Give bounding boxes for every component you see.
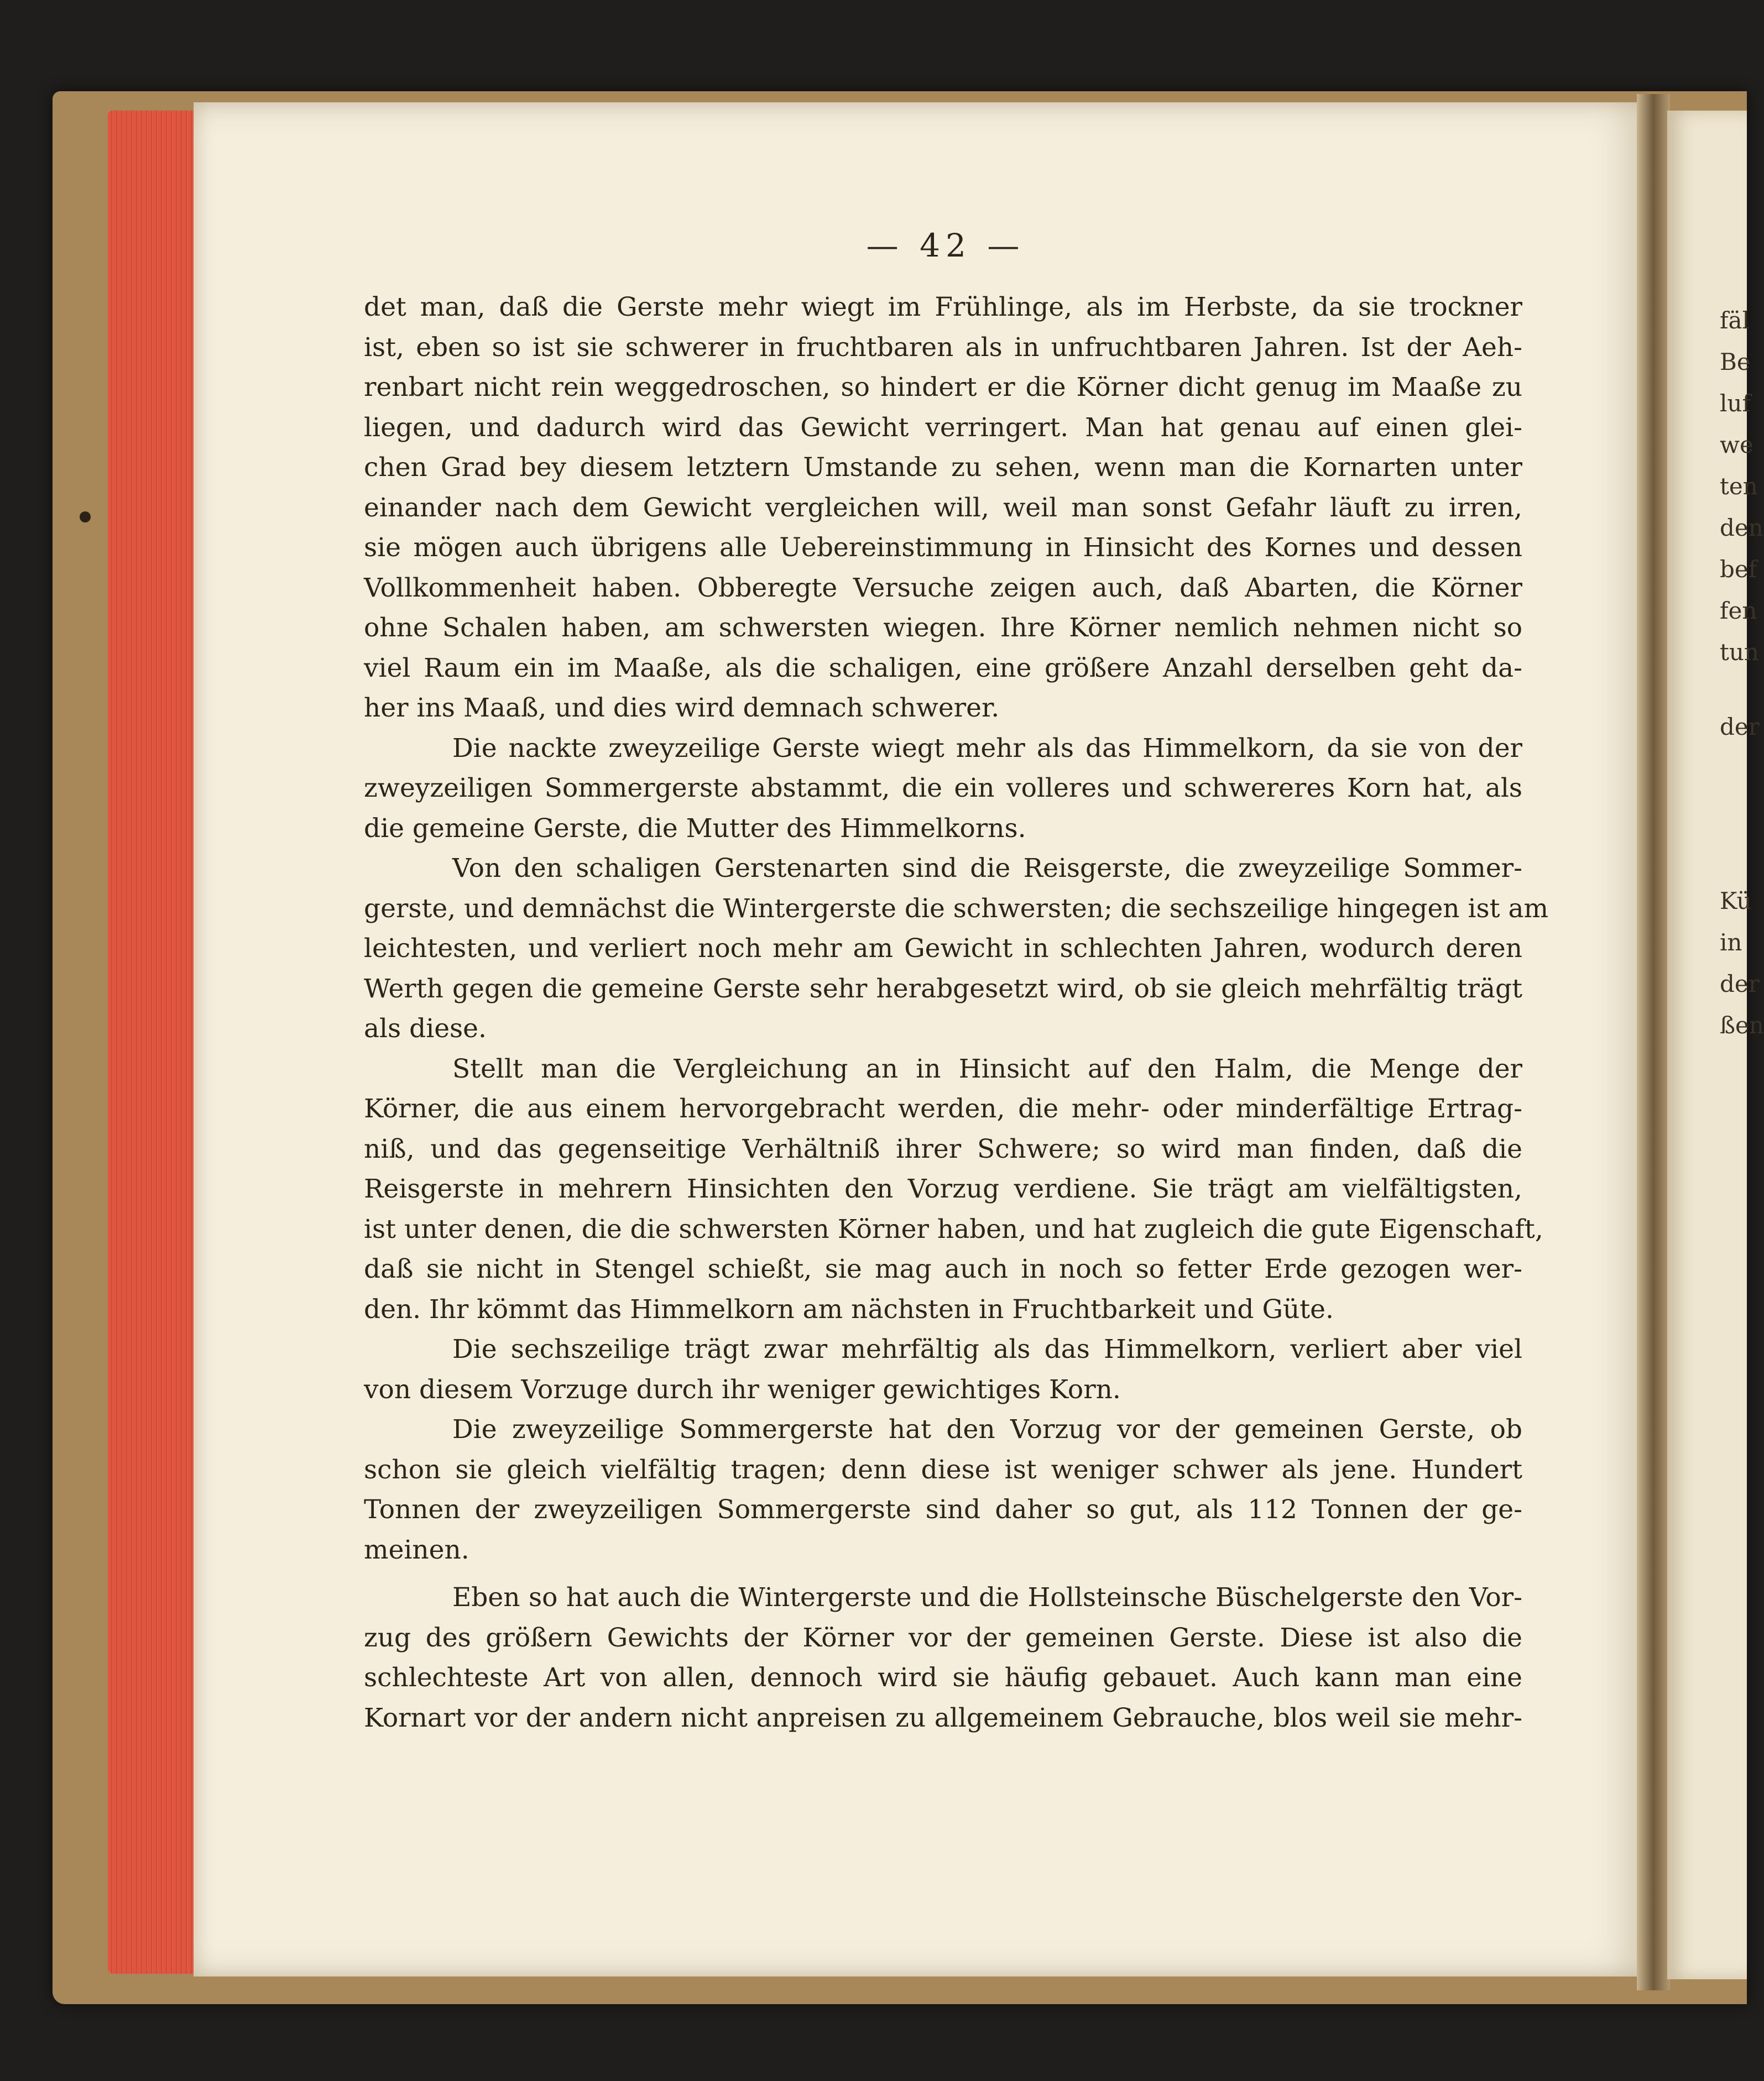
- text-line: Tonnen der zweyzeiligen Sommergerste sind daher so gut, als 112 Tonnen der ge-: [364, 1494, 1522, 1525]
- facing-page-fragment: der: [1720, 713, 1760, 740]
- text-line: Reisgerste in mehrern Hinsichten den Vorzug verdiene. Sie trägt am vielfältigsten,: [364, 1174, 1522, 1204]
- text-line: ist unter denen, die die schwersten Körner haben, und hat zugleich die gute Eigenschaft,: [364, 1214, 1543, 1245]
- facing-page-fragment: Kü: [1720, 887, 1752, 914]
- binding-hole: [80, 511, 91, 522]
- text-line: Kornart vor der andern nicht anpreisen zu allgemeinem Gebrauche, blos weil sie mehr-: [364, 1702, 1522, 1733]
- text-line: die gemeine Gerste, die Mutter des Himmelkorns.: [364, 813, 1026, 844]
- text-line: det man, daß die Gerste mehr wiegt im Frühlinge, als im Herbste, da sie trockner: [364, 292, 1522, 322]
- text-line: her ins Maaß, und dies wird demnach schwerer.: [364, 693, 1000, 723]
- text-line: Von den schaligen Gerstenarten sind die Reisgerste, die zweyzeilige Sommer-: [452, 853, 1522, 883]
- facing-page-fragment: ßen: [1720, 1012, 1764, 1039]
- book-gutter: [1637, 94, 1670, 1990]
- facing-page-fragment: ten: [1720, 473, 1758, 500]
- facing-page-fragment: den: [1720, 514, 1763, 541]
- facing-page-fragment: fäl: [1720, 307, 1750, 334]
- text-line: schon sie gleich vielfältig tragen; denn diese ist weniger schwer als jene. Hundert: [364, 1454, 1522, 1485]
- text-line: zweyzeiligen Sommergerste abstammt, die ein volleres und schwereres Korn hat, als: [364, 773, 1522, 803]
- text-line: den. Ihr kömmt das Himmelkorn am nächsten in Fruchtbarkeit und Güte.: [364, 1294, 1334, 1325]
- text-line: niß, und das gegenseitige Verhältniß ihrer Schwere; so wird man finden, daß die: [364, 1133, 1522, 1164]
- facing-page-fragment: bef: [1720, 556, 1757, 583]
- text-line: viel Raum ein im Maaße, als die schaligen, eine größere Anzahl derselben geht da-: [364, 652, 1522, 683]
- facing-page-fragment: fen: [1720, 597, 1757, 624]
- text-line: chen Grad bey diesem letztern Umstande zu sehen, wenn man die Kornarten unter: [364, 452, 1522, 483]
- text-line: Stellt man die Vergleichung an in Hinsicht auf den Halm, die Menge der: [452, 1053, 1522, 1084]
- text-line: Vollkommenheit haben. Obberegte Versuche zeigen auch, daß Abarten, die Körner: [364, 572, 1522, 603]
- body-text: [364, 287, 1549, 1738]
- page-edge-red: [108, 111, 196, 1974]
- text-line: zug des größern Gewichts der Körner vor der gemeinen Gerste. Diese ist also die: [364, 1622, 1522, 1653]
- facing-page-fragment: Be: [1720, 348, 1751, 375]
- facing-page-fragment: in: [1720, 929, 1742, 956]
- text-line: Die nackte zweyzeilige Gerste wiegt mehr als das Himmelkorn, da sie von der: [452, 733, 1522, 764]
- text-line: sie mögen auch übrigens alle Uebereinstimmung in Hinsicht des Kornes und dessen: [364, 532, 1522, 563]
- facing-page: [1667, 111, 1764, 1979]
- facing-page-fragment: tun: [1720, 639, 1759, 666]
- text-line: als diese.: [364, 1013, 487, 1044]
- text-line: meinen.: [364, 1534, 469, 1565]
- facing-page-fragment: luf: [1720, 390, 1751, 417]
- text-line: Körner, die aus einem hervorgebracht werden, die mehr- oder minderfältige Ertrag-: [364, 1094, 1522, 1124]
- text-line: Eben so hat auch die Wintergerste und die Hollsteinsche Büschelgerste den Vor-: [452, 1582, 1522, 1613]
- text-line: Werth gegen die gemeine Gerste sehr herabgesetzt wird, ob sie gleich mehrfältig trägt: [364, 973, 1522, 1004]
- text-line: ohne Schalen haben, am schwersten wiegen. Ihre Körner nemlich nehmen nicht so: [364, 613, 1522, 643]
- text-line: Die zweyzeilige Sommergerste hat den Vorzug vor der gemeinen Gerste, ob: [452, 1414, 1522, 1445]
- page-number: — 42 —: [866, 227, 1025, 264]
- text-line: daß sie nicht in Stengel schießt, sie mag auch in noch so fetter Erde gezogen wer-: [364, 1254, 1522, 1284]
- text-line: einander nach dem Gewicht vergleichen will, weil man sonst Gefahr läuft zu irren,: [364, 492, 1522, 523]
- text-line: liegen, und dadurch wird das Gewicht verringert. Man hat genau auf einen glei-: [364, 412, 1522, 443]
- text-line: gerste, und demnächst die Wintergerste die schwersten; die sechszeilige hingegen ist am: [364, 893, 1549, 924]
- text-line: leichtesten, und verliert noch mehr am Gewicht in schlechten Jahren, wodurch deren: [364, 933, 1522, 964]
- text-line: ist, eben so ist sie schwerer in fruchtbaren als in unfruchtbaren Jahren. Ist der Aeh-: [364, 332, 1522, 363]
- text-line: von diesem Vorzuge durch ihr weniger gewichtiges Korn.: [364, 1374, 1121, 1405]
- text-line: schlechteste Art von allen, dennoch wird sie häufig gebauet. Auch kann man eine: [364, 1662, 1522, 1693]
- facing-page-fragment: we: [1720, 431, 1753, 458]
- facing-page-fragment: der: [1720, 970, 1760, 997]
- text-line: renbart nicht rein weggedroschen, so hindert er die Körner dicht genug im Maaße zu: [364, 372, 1522, 402]
- text-line: Die sechszeilige trägt zwar mehrfältig als das Himmelkorn, verliert aber viel: [452, 1334, 1522, 1364]
